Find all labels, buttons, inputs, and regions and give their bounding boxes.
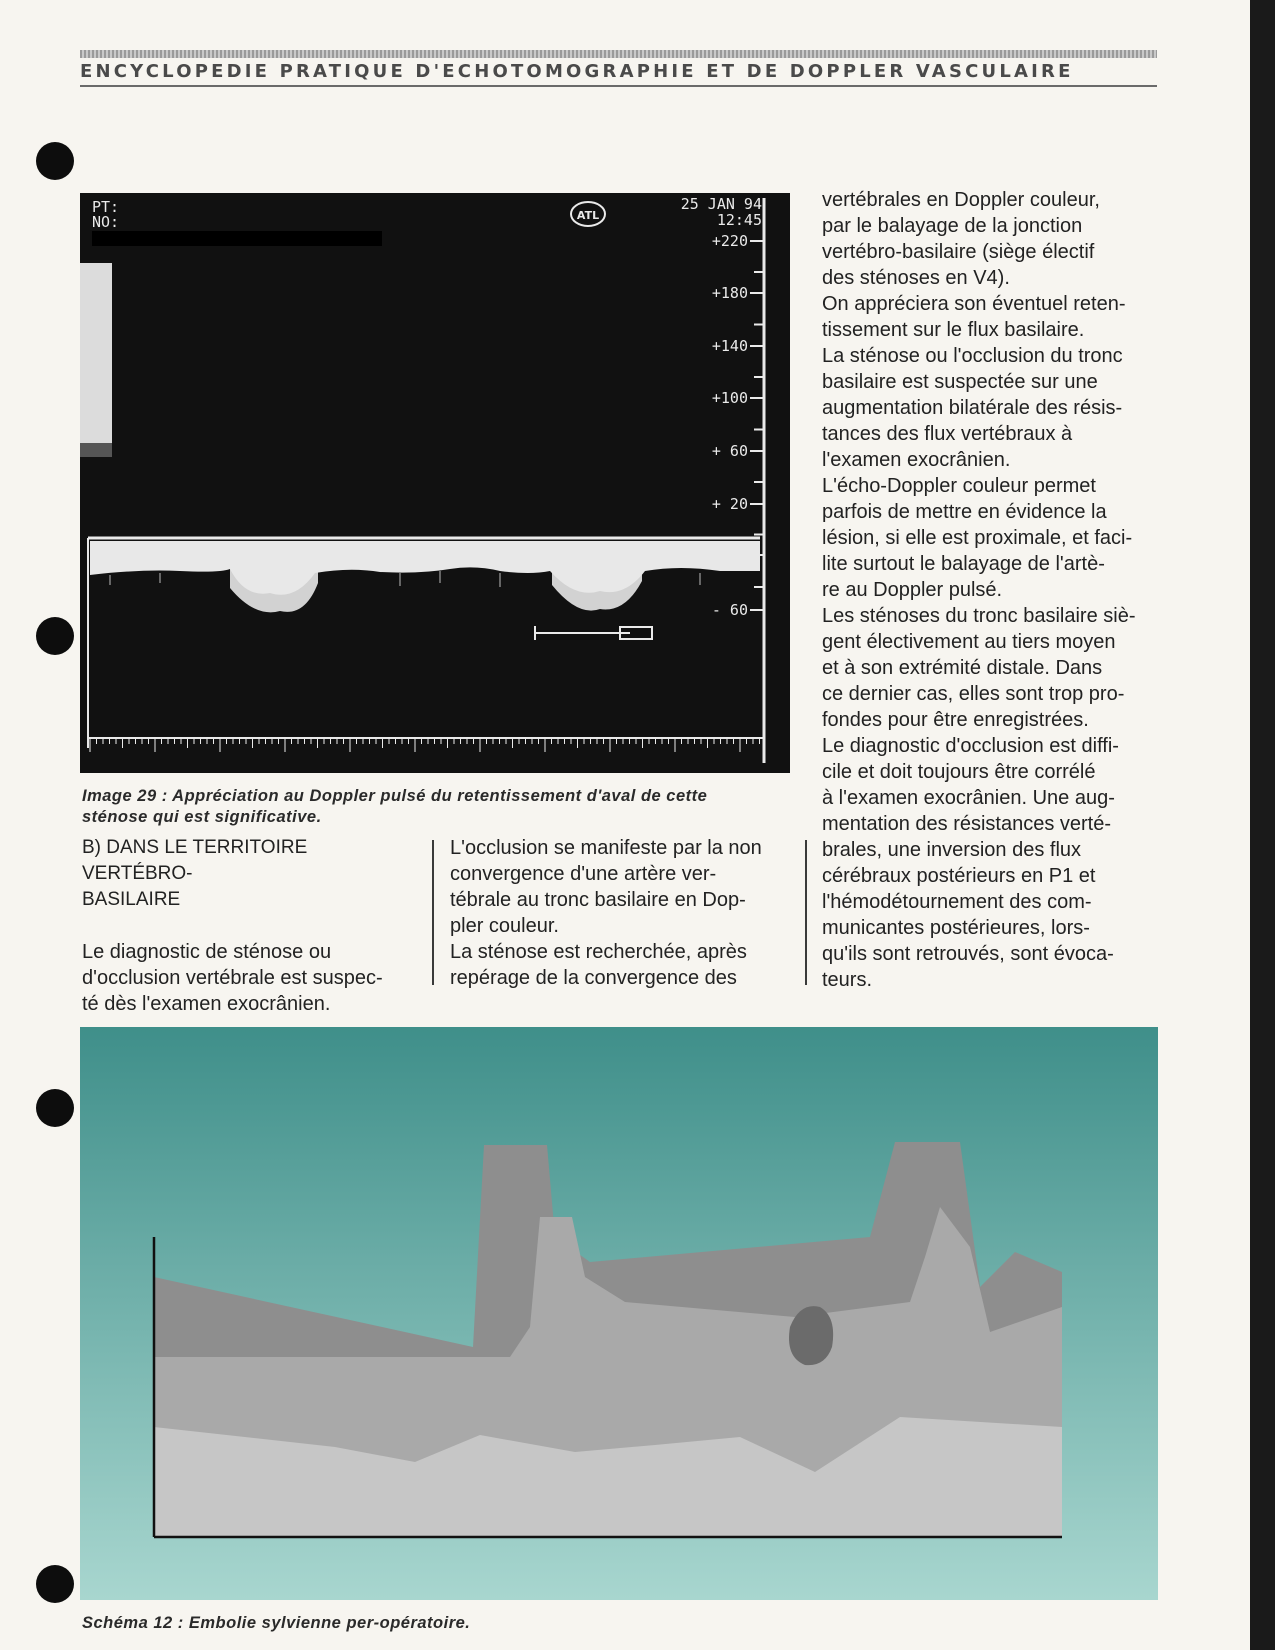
scale-label: + 60 — [711, 442, 748, 460]
body-line: augmentation bilatérale des résis- — [822, 397, 1123, 419]
body-line: Le diagnostic d'occlusion est diffi- — [822, 735, 1119, 757]
body-line: cérébraux postérieurs en P1 et — [822, 865, 1096, 887]
schema-illustration — [80, 1027, 1158, 1600]
binder-hole — [36, 1089, 74, 1127]
scale-label: +180 — [711, 284, 748, 302]
binder-hole — [36, 142, 74, 180]
body-line: l'hémodétournement des com- — [822, 891, 1092, 913]
body-line: des sténoses en V4). — [822, 267, 1010, 289]
body-line: L'écho-Doppler couleur permet — [822, 475, 1096, 497]
body-line: l'examen exocrânien. — [822, 449, 1011, 471]
body-line: lite surtout le balayage de l'artè- — [822, 553, 1105, 575]
schema-caption: Schéma 12 : Embolie sylvienne per-opératoire. — [82, 1614, 471, 1632]
body-line: re au Doppler pulsé. — [822, 579, 1003, 601]
page-edge — [1250, 0, 1275, 1650]
body-line: vertébrales en Doppler couleur, — [822, 189, 1100, 211]
spacer — [82, 913, 422, 939]
body-line: tébrale au tronc basilaire en Dop- — [450, 889, 746, 911]
screen-side-panel — [80, 443, 112, 457]
header-rule — [80, 85, 1157, 87]
image-caption — [82, 786, 707, 828]
column-divider — [432, 840, 434, 985]
column-divider — [805, 840, 807, 985]
body-line: ce dernier cas, elles sont trop pro- — [822, 683, 1125, 705]
body-line: parfois de mettre en évidence la — [822, 501, 1107, 523]
body-line: vertébro-basilaire (siège électif — [822, 241, 1095, 263]
body-line: teurs. — [822, 969, 873, 991]
binder-hole — [36, 617, 74, 655]
body-line: municantes postérieures, lors- — [822, 917, 1090, 939]
no-label: NO: — [92, 213, 120, 231]
body-line: cile et doit toujours être corrélé — [822, 761, 1096, 783]
body-line: d'occlusion vertébrale est suspec- — [82, 967, 383, 989]
body-line: Les sténoses du tronc basilaire siè- — [822, 605, 1136, 627]
section-heading: B) DANS LE TERRITOIRE VERTÉBRO- — [82, 837, 308, 884]
header-stripe — [80, 50, 1157, 58]
page-header — [80, 50, 1157, 86]
body-line: La sténose est recherchée, après — [450, 941, 747, 963]
body-line: par le balayage de la jonction — [822, 215, 1083, 237]
scale-label: - 60 — [711, 601, 748, 619]
body-line: convergence d'une artère ver- — [450, 863, 717, 885]
body-line: fondes pour être enregistrées. — [822, 709, 1089, 731]
text-column-3 — [822, 187, 1167, 993]
body-line: basilaire est suspectée sur une — [822, 371, 1098, 393]
scale-label: + 20 — [711, 495, 748, 513]
body-line: L'occlusion se manifeste par la non — [450, 837, 762, 859]
body-line: On appréciera son éventuel reten- — [822, 293, 1126, 315]
body-line: lésion, si elle est proximale, et faci- — [822, 527, 1133, 549]
body-line: tissement sur le flux basilaire. — [822, 319, 1085, 341]
body-line: repérage de la convergence des — [450, 967, 737, 989]
body-line: La sténose ou l'occlusion du tronc — [822, 345, 1123, 367]
body-line: brales, une inversion des flux — [822, 839, 1082, 861]
atl-logo-text: ATL — [576, 209, 600, 222]
body-line: Le diagnostic de sténose ou — [82, 941, 332, 963]
scale-label: +220 — [711, 232, 748, 250]
pt-label: PT: — [92, 198, 120, 216]
body-line: qu'ils sont retrouvés, sont évoca- — [822, 943, 1114, 965]
header-title: ENCYCLOPEDIE PRATIQUE D'ECHOTOMOGRAPHIE ET DE DOPPLER VASCULAIRE — [80, 61, 1074, 82]
patient-bar — [92, 231, 382, 246]
screen-bg — [80, 193, 790, 773]
section-heading: BASILAIRE — [82, 889, 181, 910]
doppler-screen — [80, 193, 790, 773]
screen-side-panel — [80, 263, 112, 443]
body-line: et à son extrémité distale. Dans — [822, 657, 1103, 679]
screen-date: 25 JAN 94 — [680, 195, 762, 213]
body-line: mentation des résistances verté- — [822, 813, 1112, 835]
text-column-1 — [82, 835, 422, 1017]
body-line: gent électivement au tiers moyen — [822, 631, 1116, 653]
image-caption-line: Image 29 : Appréciation au Doppler pulsé du retentissement d'aval de cette — [82, 787, 708, 805]
image-caption-line: sténose qui est significative. — [82, 808, 322, 826]
scale-label: +140 — [711, 337, 748, 355]
binder-hole — [36, 1565, 74, 1603]
body-line: té dès l'examen exocrânien. — [82, 993, 331, 1015]
body-line: pler couleur. — [450, 915, 559, 937]
body-line: tances des flux vertébraux à — [822, 423, 1073, 445]
scale-label: +100 — [711, 389, 748, 407]
body-line: à l'examen exocrânien. Une aug- — [822, 787, 1115, 809]
text-column-2 — [450, 835, 795, 991]
screen-time: 12:45 — [716, 211, 762, 229]
